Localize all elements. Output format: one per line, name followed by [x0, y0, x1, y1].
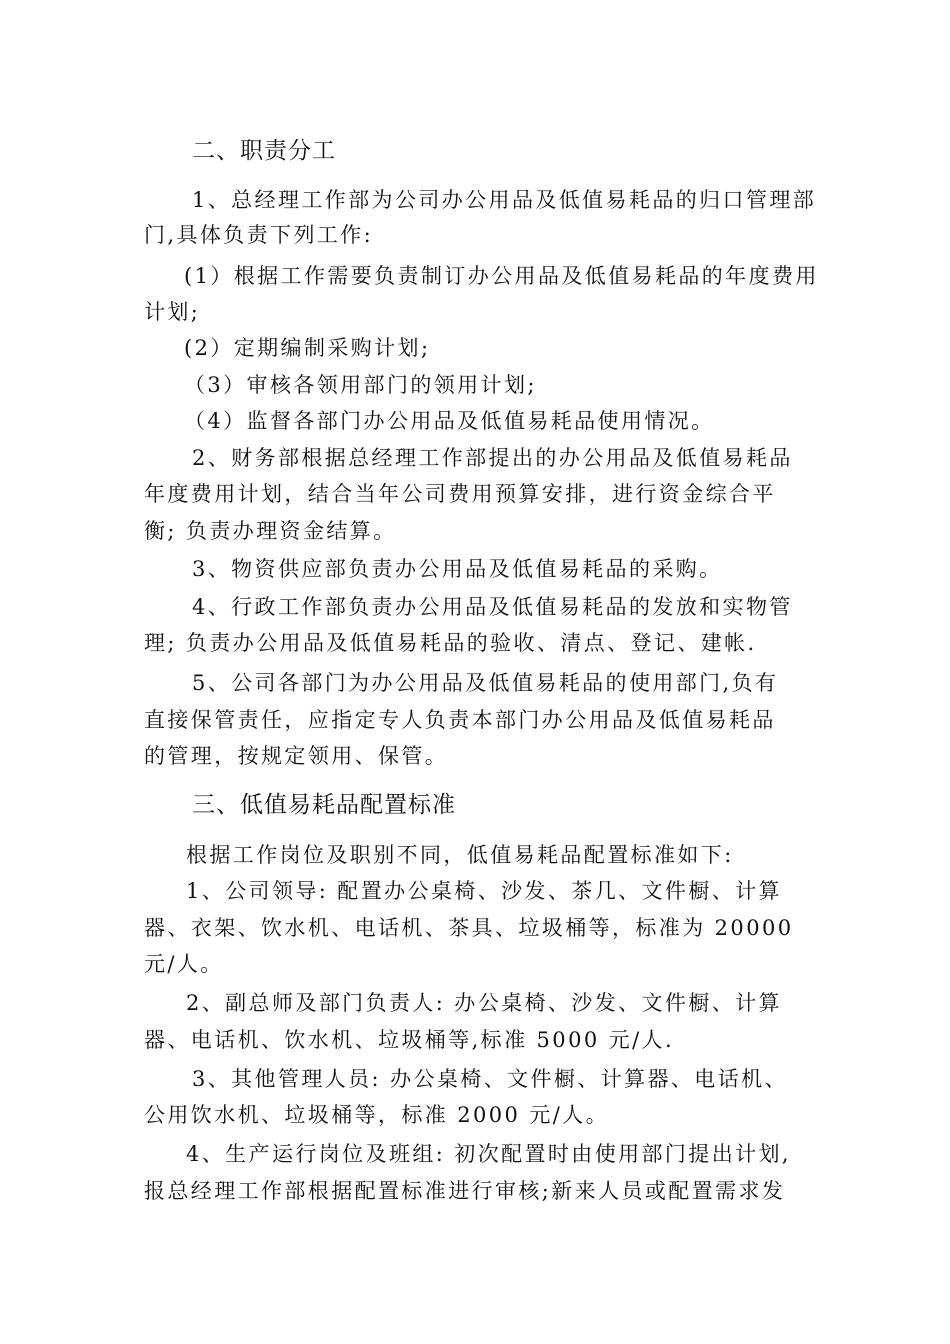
paragraph-line: 公用饮水机、垃圾桶等，标准 2000 元/人。: [144, 1103, 610, 1127]
paragraph-line: 4、行政工作部负责办公用品及低值易耗品的发放和实物管: [192, 595, 793, 619]
paragraph-line: 器、衣架、饮水机、电话机、茶具、垃圾桶等，标准为 20000: [144, 916, 794, 940]
paragraph-line: 的管理，按规定领用、保管。: [144, 744, 449, 768]
paragraph-line: 直接保管责任，应指定专人负责本部门办公用品及低值易耗品: [144, 708, 776, 732]
paragraph-line: 3、物资供应部负责办公用品及低值易耗品的采购。: [192, 557, 723, 581]
paragraph-line: 2、财务部根据总经理工作部提出的办公用品及低值易耗品: [192, 446, 793, 470]
paragraph-line: 4、生产运行岗位及班组: 初次配置时由使用部门提出计划,: [186, 1142, 791, 1166]
paragraph-line: 年度费用计划，结合当年公司费用预算安排，进行资金综合平: [144, 482, 776, 506]
paragraph-line: （4）监督各部门办公用品及低值易耗品使用情况。: [184, 409, 715, 433]
paragraph-line: 2、副总师及部门负责人: 办公桌椅、沙发、文件橱、计算: [186, 991, 782, 1015]
paragraph-line: 元/人。: [144, 952, 224, 976]
paragraph-line: 根据工作岗位及职别不同，低值易耗品配置标准如下:: [186, 843, 734, 867]
paragraph-line: 3、其他管理人员: 办公桌椅、文件橱、计算器、电话机、: [192, 1067, 788, 1091]
paragraph-line: (2）定期编制采购计划;: [184, 336, 431, 360]
paragraph-line: 报总经理工作部根据配置标准进行审核;新来人员或配置需求发: [144, 1179, 786, 1203]
paragraph-line: 理; 负责办公用品及低值易耗品的验收、清点、登记、建帐.: [144, 631, 757, 655]
paragraph-line: 1、总经理工作部为公司办公用品及低值易耗品的归口管理部: [192, 188, 817, 212]
paragraph-line: （3）审核各领用部门的领用计划;: [184, 373, 537, 397]
paragraph-line: 门,具体负责下列工作:: [144, 223, 374, 247]
paragraph-line: (1）根据工作需要负责制订办公用品及低值易耗品的年度费用: [184, 264, 819, 288]
section-heading-standards: 三、低值易耗品配置标准: [192, 792, 456, 818]
paragraph-line: 5、公司各部门为办公用品及低值易耗品的使用部门,负有: [192, 671, 779, 695]
section-heading-duties: 二、职责分工: [192, 138, 336, 164]
paragraph-line: 器、电话机、饮水机、垃圾桶等,标准 5000 元/人.: [144, 1028, 675, 1052]
paragraph-line: 衡; 负责办理资金结算。: [144, 519, 397, 543]
paragraph-line: 1、公司领导: 配置办公桌椅、沙发、茶几、文件橱、计算: [186, 879, 782, 903]
paragraph-line: 计划;: [144, 300, 201, 324]
